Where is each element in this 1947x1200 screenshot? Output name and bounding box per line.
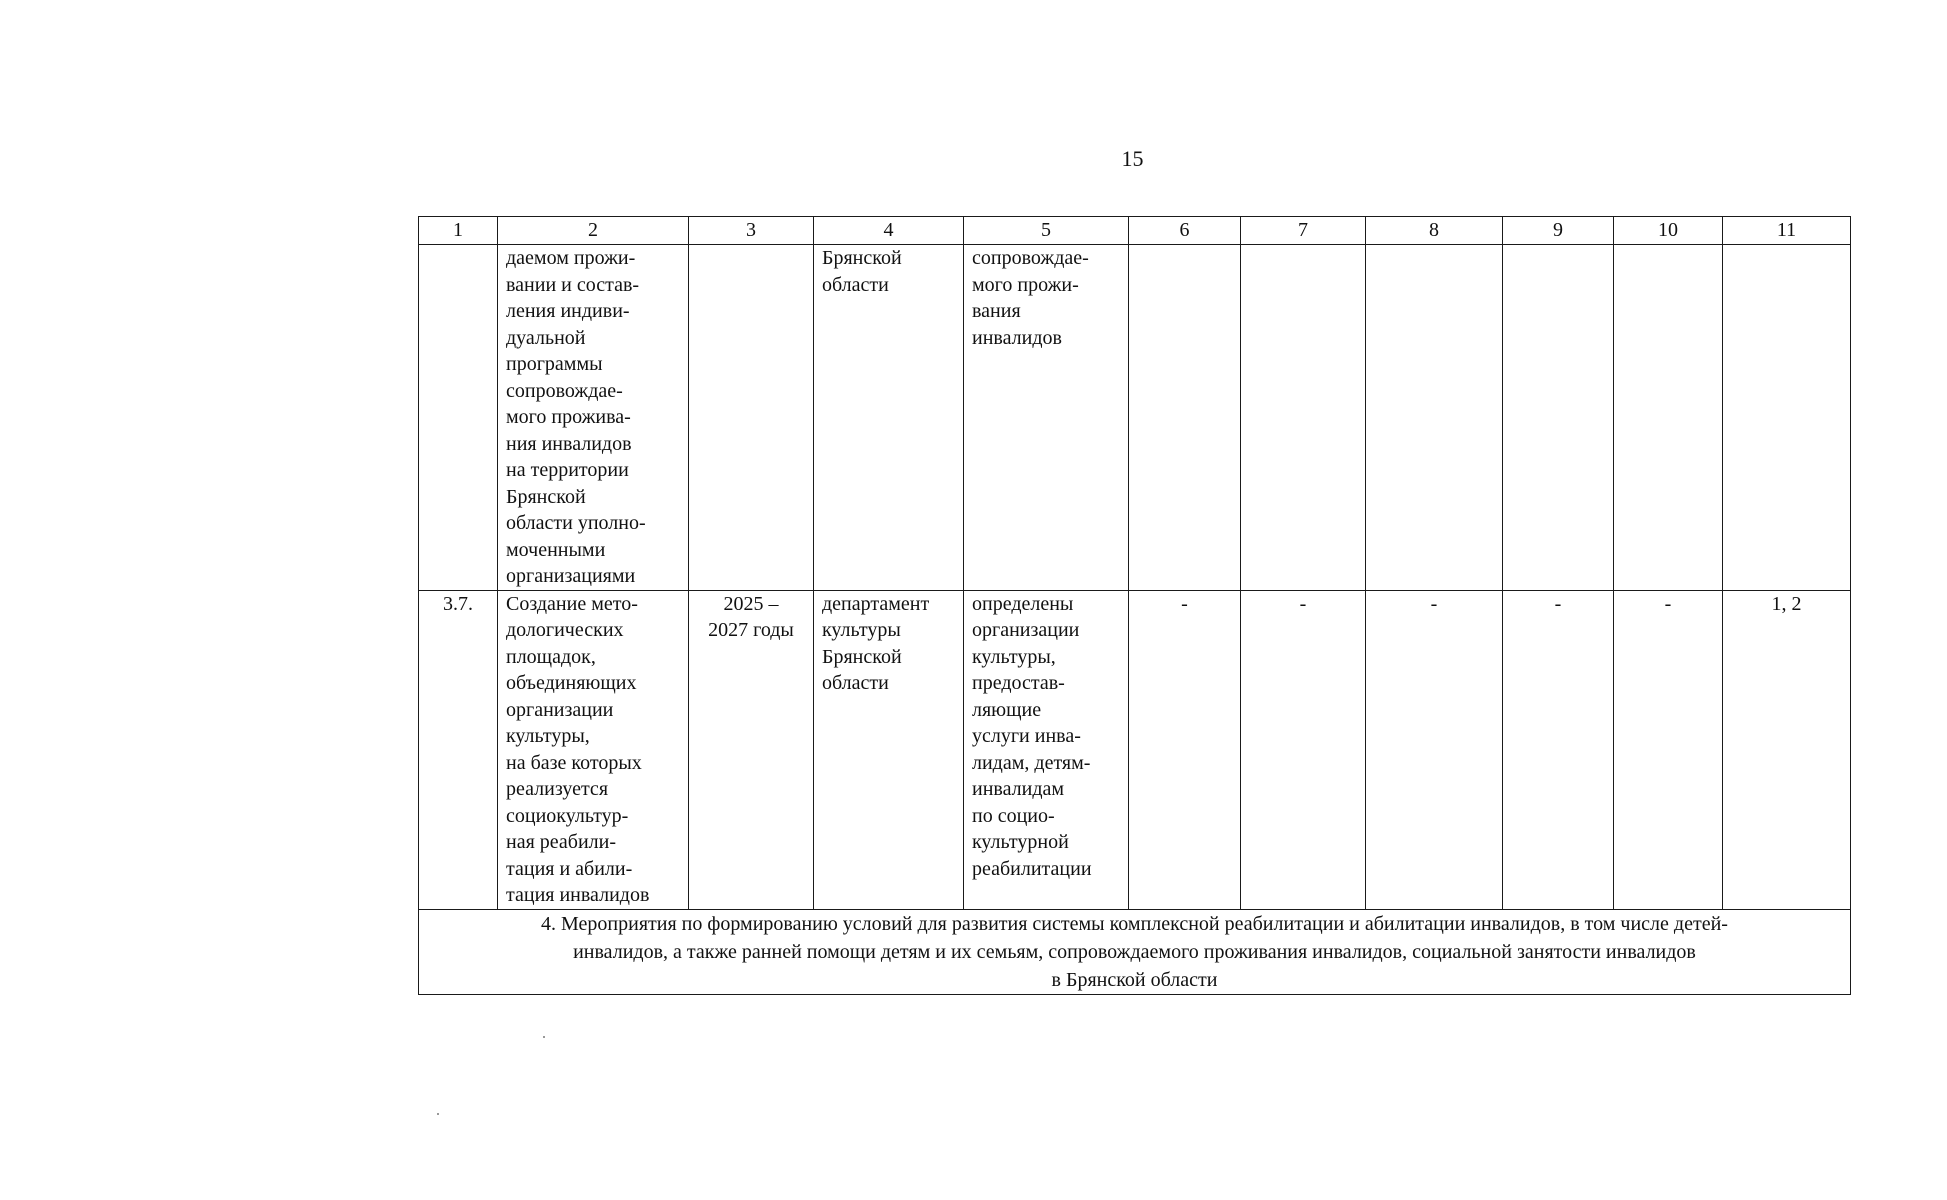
text-line: культуры, [972,645,1056,668]
table-row-3-7 [419,590,1851,909]
text-line: организации [972,619,1080,641]
value-cell [1614,245,1723,591]
text-line: вании и состав- [506,273,640,296]
text-line: тация инвалидов [506,884,650,906]
value-cell: - [1503,590,1614,909]
text-line: вания [972,300,1021,322]
text-line: на территории [506,459,629,481]
text-line: реабилитации [972,857,1092,880]
header-cell: 4 [814,217,964,245]
text-line: области уполно- [506,512,646,534]
text-line: культуры [822,619,901,641]
text-line: программы [506,353,603,375]
text-line: Брянской [822,247,902,269]
text-line: площадок, [506,645,596,668]
text-line: сопровождае- [506,379,623,402]
text-line: инвалидов [972,326,1062,349]
text-line: дуальной [506,326,586,349]
value-cell [1723,245,1851,591]
text-line: услуги инва- [972,725,1081,747]
value-cell [1129,245,1241,591]
text-line: объединяющих [506,672,637,694]
executor-cell [814,590,964,909]
text-line: инвалидам [972,778,1065,800]
text-line: 4. Мероприятия по формированию условий для развития системы комплексной реабилитации и абилитации инвалидов, в том числе детей- [541,912,1728,935]
text-line: ная реабили- [506,831,616,853]
scan-speck [543,1036,545,1038]
text-line: лидам, детям- [972,751,1091,774]
text-line: Создание мето- [506,592,638,615]
text-line: моченными [506,538,606,561]
value-cell [1503,245,1614,591]
section-4-heading [419,909,1851,994]
text-line: области [822,273,889,296]
result-cell [964,245,1129,591]
header-cell: 2 [498,217,689,245]
text-line: Брянской [506,485,586,508]
header-cell: 6 [1129,217,1241,245]
text-line: сопровождае- [972,247,1089,269]
value-cell: - [1366,590,1503,909]
text-line: реализуется [506,778,609,800]
text-line: мого прожи- [972,273,1079,296]
activity-name-cell [498,245,689,591]
executor-cell [814,245,964,591]
result-cell [964,590,1129,909]
row-number-cell [419,245,498,591]
header-cell: 8 [1366,217,1503,245]
text-line: ления индиви- [506,300,630,322]
text-line: департамент [822,592,930,615]
text-line: ния инвалидов [506,432,632,455]
text-line: мого прожива- [506,406,631,428]
header-cell: 9 [1503,217,1614,245]
text-line: на базе которых [506,751,642,774]
period-cell [689,245,814,591]
text-line: 2027 годы [708,619,794,641]
text-line: даемом прожи- [506,247,636,269]
text-line: тация и абили- [506,857,633,880]
text-line: организациями [506,565,636,587]
value-cell [1241,245,1366,591]
period-cell [689,590,814,909]
text-line: организации [506,698,614,721]
value-cell: - [1241,590,1366,909]
row-number-cell: 3.7. [419,590,498,909]
text-line: культуры, [506,725,590,747]
text-line: культурной [972,831,1069,853]
text-line: Брянской [822,645,902,668]
scan-speck [437,1113,439,1115]
table-row-continuation [419,245,1851,591]
header-cell: 5 [964,217,1129,245]
text-line: социокультур- [506,804,629,827]
text-line: по социо- [972,804,1055,827]
value-cell: - [1129,590,1241,909]
header-cell: 11 [1723,217,1851,245]
header-cell: 3 [689,217,814,245]
text-line: 2025 – [723,592,779,615]
indicator-ref-cell: 1, 2 [1723,590,1851,909]
text-line: области [822,672,889,694]
value-cell: - [1614,590,1723,909]
text-line: в Брянской области [1051,968,1218,991]
header-cell: 7 [1241,217,1366,245]
page-number: 15 [1121,146,1144,171]
text-line: предостав- [972,672,1065,694]
header-cell: 10 [1614,217,1723,245]
header-cell: 1 [419,217,498,245]
text-line: дологических [506,619,624,641]
program-table [418,216,1851,995]
activity-name-cell [498,590,689,909]
text-line: инвалидов, а также ранней помощи детям и их семьям, сопровождаемого проживания инвалидов, социальной занятости инвалидов [573,940,1696,963]
text-line: определены [972,592,1074,615]
column-number-row [419,217,1851,245]
value-cell [1366,245,1503,591]
text-line: ляющие [972,698,1042,721]
section-heading-row [419,909,1851,994]
